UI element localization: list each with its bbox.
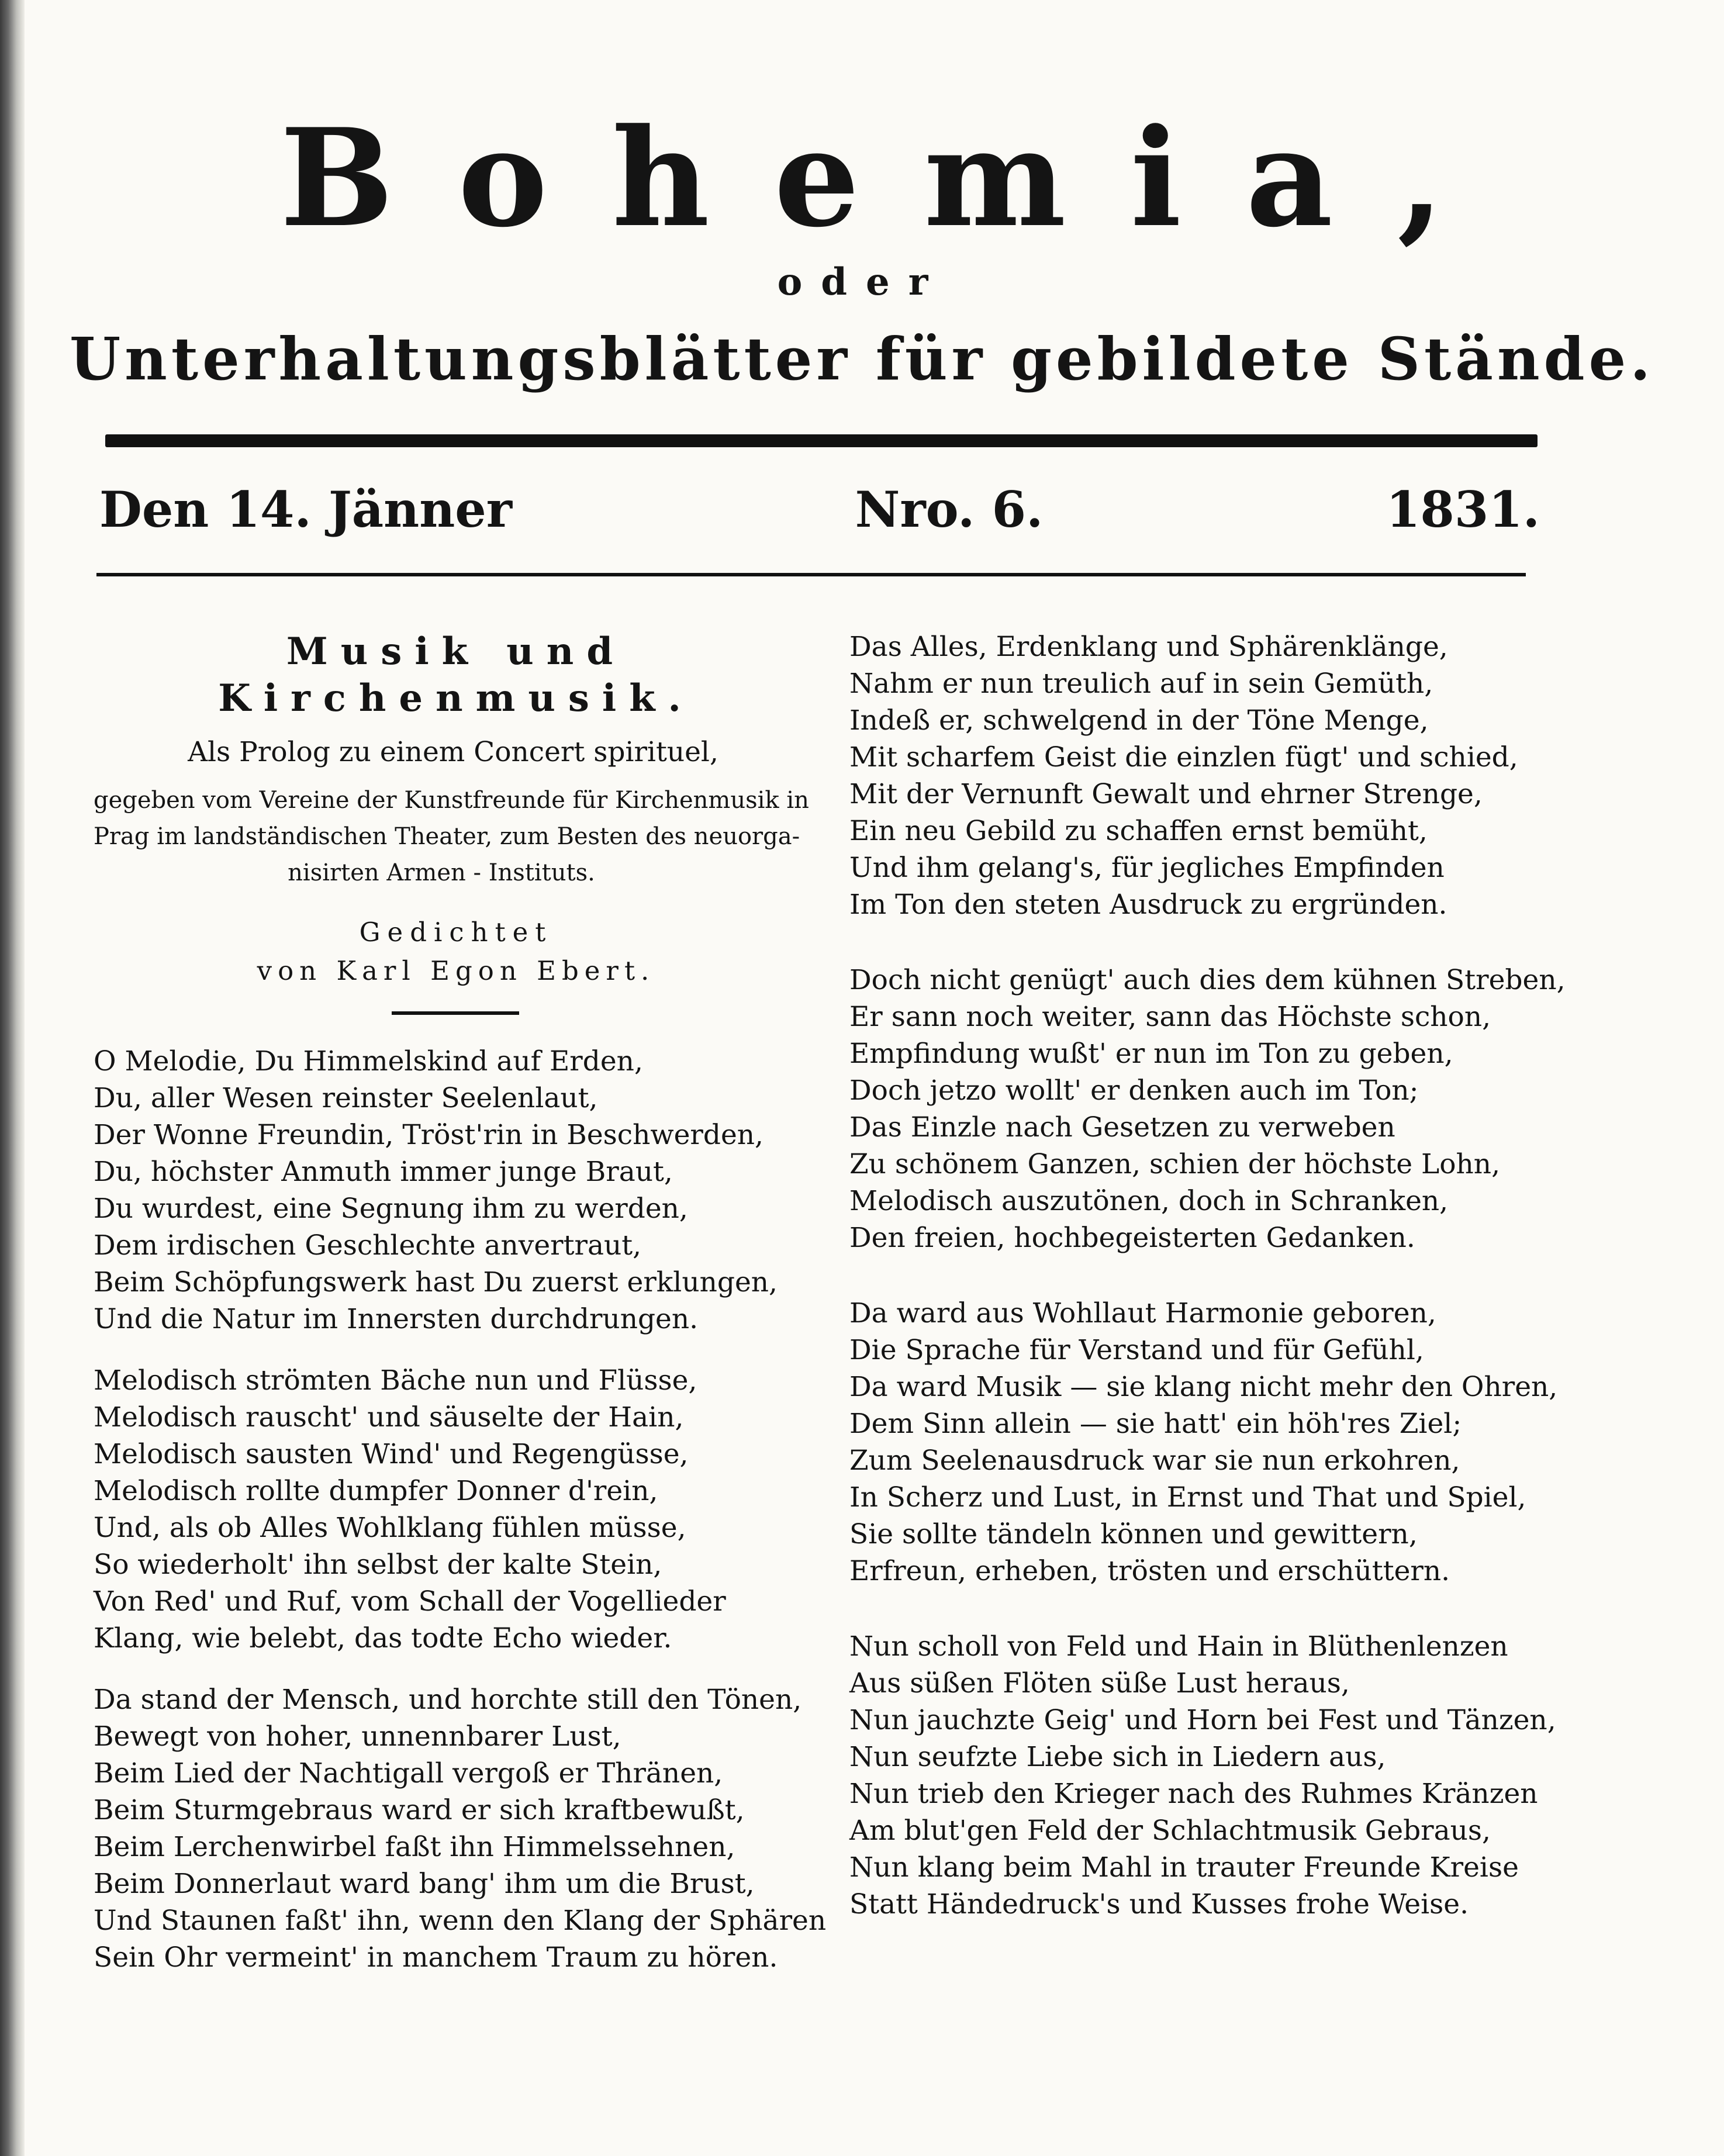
poem-stanza bbox=[94, 1362, 789, 1657]
masthead-connector: oder bbox=[777, 260, 947, 304]
poem-line: Nun jauchzte Geig' und Horn bei Fest und Tänzen, bbox=[849, 1704, 1556, 1736]
poem-line: Du wurdest, eine Segnung ihm zu werden, bbox=[94, 1193, 688, 1225]
poem-line: Melodisch rauscht' und säuselte der Hain, bbox=[94, 1401, 684, 1433]
poem-line: Und, als ob Alles Wohlklang fühlen müsse, bbox=[94, 1512, 686, 1544]
poem-stanza bbox=[849, 1295, 1558, 1590]
poem-line: Du, aller Wesen reinster Seelenlaut, bbox=[94, 1082, 598, 1114]
poem-line: Die Sprache für Verstand und für Gefühl, bbox=[849, 1334, 1424, 1366]
poem-line: Nun klang beim Mahl in trauter Freunde Kreise bbox=[849, 1851, 1519, 1884]
poem-line: Beim Sturmgebraus ward er sich kraftbewußt, bbox=[94, 1794, 745, 1826]
prolog-detail-line: nisirten Armen - Instituts. bbox=[288, 859, 595, 886]
poem-line: Melodisch rollte dumpfer Donner d'rein, bbox=[94, 1475, 658, 1507]
left-column bbox=[94, 628, 827, 2000]
poem-stanza bbox=[849, 628, 1551, 923]
issue-year: 1831. bbox=[1386, 481, 1540, 538]
poem-line: Im Ton den steten Ausdruck zu ergründen. bbox=[849, 889, 1447, 921]
poem-line: Indeß er, schwelgend in der Töne Menge, bbox=[849, 704, 1429, 737]
poem-line: Beim Lerchenwirbel faßt ihn Himmelssehnen, bbox=[94, 1831, 735, 1863]
poem-line: Du, höchster Anmuth immer junge Braut, bbox=[94, 1156, 673, 1188]
poem-left bbox=[94, 1043, 827, 1976]
byline-author: von Karl Egon Ebert. bbox=[257, 955, 655, 986]
poem-line: Klang, wie belebt, das todte Echo wieder. bbox=[94, 1622, 672, 1654]
poem-line: Erfreun, erheben, trösten und erschüttern. bbox=[849, 1555, 1450, 1587]
poem-line: Bewegt von hoher, unnennbarer Lust, bbox=[94, 1720, 621, 1753]
poem-line: Das Einzle nach Gesetzen zu verweben bbox=[849, 1111, 1395, 1143]
poem-line: Melodisch sausten Wind' und Regengüsse, bbox=[94, 1438, 689, 1470]
poem-line: Dem irdischen Geschlechte anvertraut, bbox=[94, 1229, 642, 1262]
masthead-subtitle: Unterhaltungsblätter für gebildete Stände. bbox=[69, 324, 1655, 393]
poem-line: Der Wonne Freundin, Tröst'rin in Beschwerden, bbox=[94, 1119, 763, 1151]
article-title: Musik und Kirchenmusik. bbox=[218, 630, 694, 720]
poem-stanza bbox=[94, 1681, 827, 1976]
poem-line: Beim Donnerlaut ward bang' ihm um die Brust, bbox=[94, 1868, 755, 1900]
poem-line: Er sann noch weiter, sann das Höchste schon, bbox=[849, 1001, 1491, 1033]
poem-line: Nun seufzte Liebe sich in Liedern aus, bbox=[849, 1741, 1386, 1773]
byline-divider bbox=[392, 1011, 519, 1015]
poem-line: O Melodie, Du Himmelskind auf Erden, bbox=[94, 1045, 643, 1077]
poem-right bbox=[849, 628, 1566, 1923]
poem-line: Und die Natur im Innersten durchdrungen. bbox=[94, 1303, 699, 1335]
issue-number: Nro. 6. bbox=[855, 481, 1044, 538]
poem-line: So wiederholt' ihn selbst der kalte Stein, bbox=[94, 1549, 662, 1581]
poem-line: Da ward aus Wohllaut Harmonie geboren, bbox=[849, 1297, 1436, 1329]
poem-line: Mit scharfem Geist die einzlen fügt' und schied, bbox=[849, 741, 1518, 773]
poem-line: Am blut'gen Feld der Schlachtmusik Gebraus, bbox=[849, 1815, 1491, 1847]
poem-line: Sein Ohr vermeint' in manchem Traum zu hören. bbox=[94, 1941, 778, 1974]
poem-line: Und ihm gelang's, für jegliches Empfinden bbox=[849, 852, 1445, 884]
scan-page-edge bbox=[0, 0, 25, 2156]
right-column bbox=[849, 628, 1566, 1961]
byline-label: Gedichtet bbox=[359, 917, 553, 948]
dateline bbox=[99, 481, 1540, 538]
poem-line: Von Red' und Ruf, vom Schall der Vogellieder bbox=[94, 1585, 726, 1618]
poem-line: Zu schönem Ganzen, schien der höchste Lohn, bbox=[849, 1148, 1501, 1180]
article-prolog: Als Prolog zu einem Concert spirituel, bbox=[188, 736, 718, 768]
poem-line: Dem Sinn allein — sie hatt' ein höh'res Ziel; bbox=[849, 1408, 1462, 1440]
poem-stanza bbox=[849, 1628, 1556, 1923]
poem-stanza bbox=[94, 1043, 789, 1338]
poem-line: Nun scholl von Feld und Hain in Blüthenlenzen bbox=[849, 1630, 1508, 1663]
poem-line: Beim Schöpfungswerk hast Du zuerst erklungen, bbox=[94, 1266, 778, 1298]
prolog-detail-line: Prag im landständischen Theater, zum Besten des neuorga- bbox=[94, 823, 800, 850]
prolog-detail-line: gegeben vom Vereine der Kunstfreunde für Kirchenmusik in bbox=[94, 787, 809, 814]
poem-stanza bbox=[849, 962, 1566, 1256]
poem-line: Beim Lied der Nachtigall vergoß er Thränen, bbox=[94, 1757, 723, 1789]
masthead-rule bbox=[105, 434, 1538, 447]
poem-line: Da ward Musik — sie klang nicht mehr den Ohren, bbox=[849, 1371, 1558, 1403]
poem-line: Das Alles, Erdenklang und Sphärenklänge, bbox=[849, 631, 1448, 663]
poem-line: Melodisch auszutönen, doch in Schranken, bbox=[849, 1185, 1449, 1217]
poem-line: Empfindung wußt' er nun im Ton zu geben, bbox=[849, 1038, 1453, 1070]
poem-line: Da stand der Mensch, und horchte still den Tönen, bbox=[94, 1684, 802, 1716]
poem-line: Nahm er nun treulich auf in sein Gemüth, bbox=[849, 668, 1433, 700]
poem-line: Statt Händedruck's und Kusses frohe Weise. bbox=[849, 1888, 1469, 1920]
poem-line: Doch jetzo wollt' er denken auch im Ton; bbox=[849, 1074, 1419, 1107]
poem-line: Sie sollte tändeln können und gewittern, bbox=[849, 1518, 1418, 1550]
issue-date: Den 14. Jänner bbox=[99, 481, 513, 538]
poem-line: Und Staunen faßt' ihn, wenn den Klang der Sphären bbox=[94, 1905, 827, 1937]
poem-line: Doch nicht genügt' auch dies dem kühnen Streben, bbox=[849, 964, 1566, 996]
article-prolog-detail bbox=[94, 782, 809, 891]
poem-line: In Scherz und Lust, in Ernst und That und Spiel, bbox=[849, 1481, 1526, 1514]
poem-line: Zum Seelenausdruck war sie nun erkohren, bbox=[849, 1445, 1460, 1477]
poem-line: Den freien, hochbegeisterten Gedanken. bbox=[849, 1222, 1415, 1254]
poem-line: Aus süßen Flöten süße Lust heraus, bbox=[849, 1667, 1350, 1699]
dateline-rule bbox=[96, 573, 1526, 576]
poem-line: Nun trieb den Krieger nach des Ruhmes Kränzen bbox=[849, 1778, 1538, 1810]
poem-line: Ein neu Gebild zu schaffen ernst bemüht, bbox=[849, 815, 1428, 847]
poem-line: Melodisch strömten Bäche nun und Flüsse, bbox=[94, 1364, 697, 1397]
poem-line: Mit der Vernunft Gewalt und ehrner Strenge, bbox=[849, 778, 1483, 810]
newspaper-masthead: Bohemia, bbox=[279, 99, 1509, 257]
